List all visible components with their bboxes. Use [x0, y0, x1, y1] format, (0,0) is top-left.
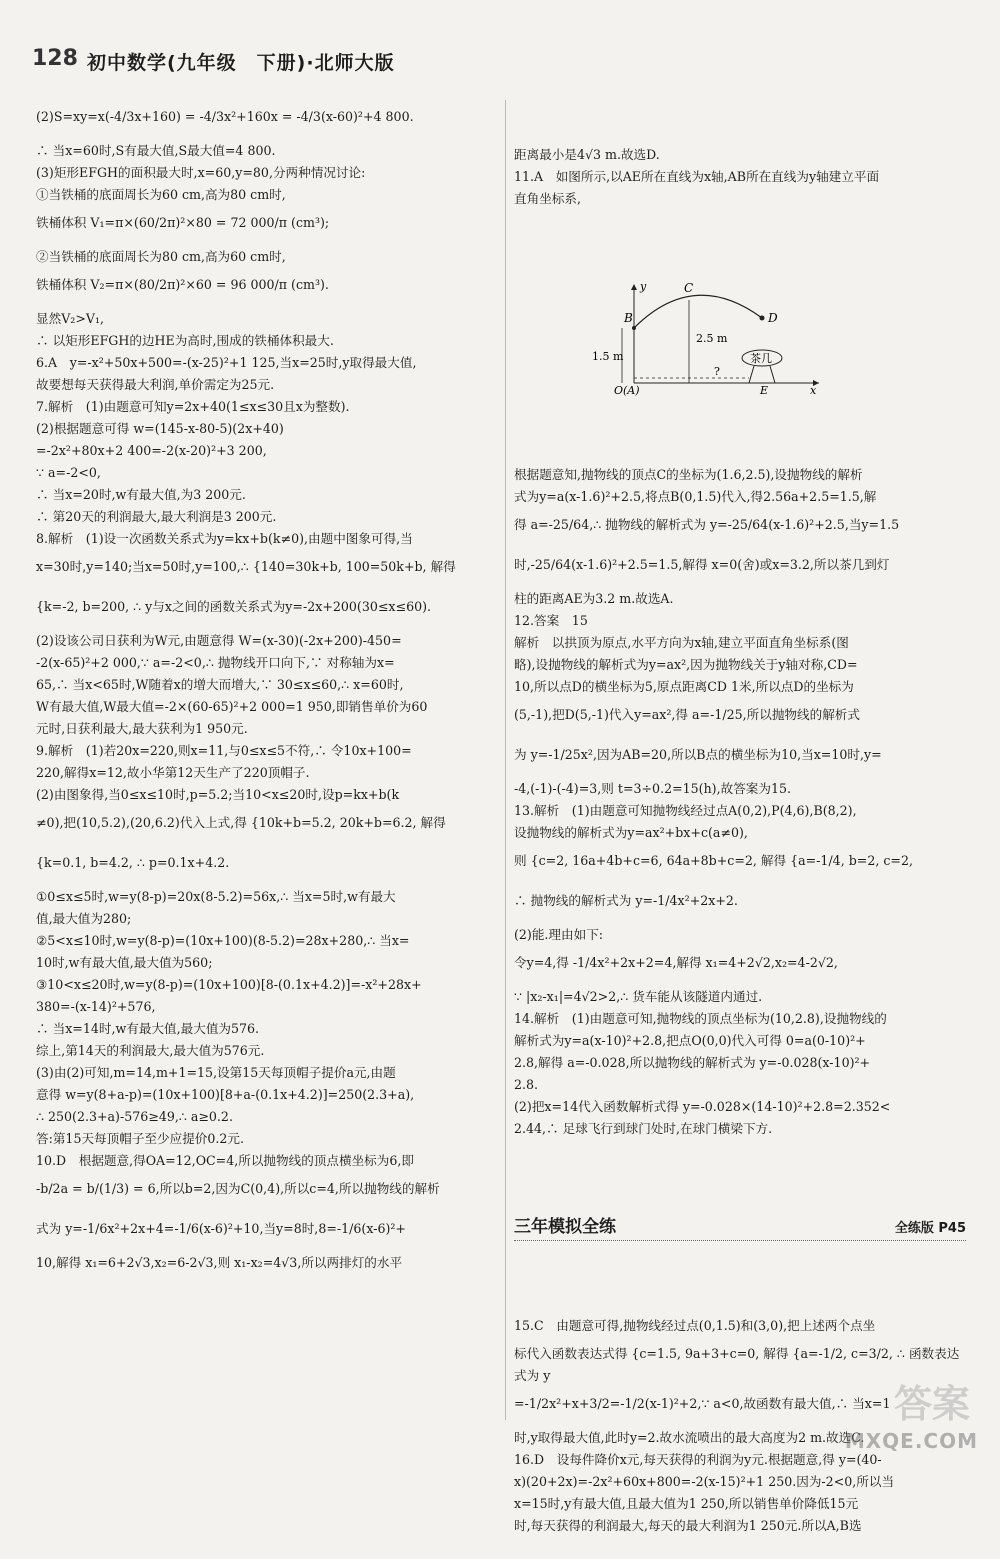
text-line: (3)矩形EFGH的面积最大时,x=60,y=80,分两种情况讨论: [36, 165, 366, 180]
text-line: 显然V₂>V₁, [36, 311, 105, 326]
text-line: 10,解得 x₁=6+2√3,x₂=6-2√3,则 x₁-x₂=4√3,所以两排灯的水平 [36, 1255, 403, 1270]
right-column-top [514, 144, 966, 210]
text-line: 7.解析 (1)由题意可知y=2x+40(1≤x≤30且x为整数). [36, 399, 350, 414]
text-line: ∴ 250(2.3+a)-576≥49,∴ a≥0.2. [36, 1109, 233, 1124]
text-line: 14.解析 (1)由题意可知,抛物线的顶点坐标为(10,2.8),设抛物线的 [514, 1011, 887, 1026]
watermark-site: MXQE.COM [844, 1429, 978, 1453]
text-line: 2.44,∴ 足球飞行到球门处时,在球门横梁下方. [514, 1121, 773, 1136]
text-line: {k=0.1, b=4.2, ∴ p=0.1x+4.2. [36, 855, 230, 870]
text-line: 解析 以拱顶为原点,水平方向为x轴,建立平面直角坐标系(图 [514, 635, 849, 650]
text-line: 根据题意知,抛物线的顶点C的坐标为(1.6,2.5),设抛物线的解析 [514, 467, 863, 482]
text-line: 铁桶体积 V₁=π×(60/2π)²×80 = 72 000/π (cm³); [36, 215, 330, 230]
text-line: 9.解析 (1)若20x=220,则x=11,与0≤x≤5不符,∴ 令10x+100= [36, 743, 412, 758]
text-line: 直角坐标系, [514, 191, 581, 206]
text-line: ∴ 抛物线的解析式为 y=-1/4x²+2x+2. [514, 893, 738, 908]
text-line: ∵ |x₂-x₁|=4√2>2,∴ 货车能从该隧道内通过. [514, 989, 763, 1004]
text-line: ∴ 当x=14时,w有最大值,最大值为576. [36, 1021, 260, 1036]
page-header [32, 40, 972, 84]
right-column-body [514, 464, 966, 1140]
column-divider [505, 100, 506, 1420]
text-line: (2)能.理由如下: [514, 927, 604, 942]
text-line: (2)S=xy=x(-4/3x+160) = -4/3x²+160x = -4/3(x-60)²+4 800. [36, 109, 414, 124]
section-tag: 全练版 P45 [894, 1221, 966, 1236]
text-line: 11.A 如图所示,以AE所在直线为x轴,AB所在直线为y轴建立平面 [514, 169, 880, 184]
table-leg-left [749, 366, 754, 383]
text-line: 铁桶体积 V₂=π×(80/2π)²×60 = 96 000/π (cm³). [36, 277, 329, 292]
text-line: 答:第15天每顶帽子至少应提价0.2元. [36, 1131, 245, 1146]
text-line: 时,y取得最大值,此时y=2.故水流喷出的最大高度为2 m.故选C. [514, 1430, 865, 1445]
page-number: 128 [32, 46, 78, 71]
text-line: 式为y=a(x-1.6)²+2.5,将点B(0,1.5)代入,得2.56a+2.5=1.5,解 [514, 489, 877, 504]
text-line: 10时,w有最大值,最大值为560; [36, 955, 213, 970]
label-height-2-5: 2.5 m [696, 332, 728, 345]
parabola-diagram [592, 278, 824, 397]
text-line: 12.答案 15 [514, 613, 588, 628]
text-line: (2)设该公司日获利为W元,由题意得 W=(x-30)(-2x+200)-450= [36, 633, 402, 648]
label-e: E [760, 384, 769, 397]
text-line: 65,∴ 当x<65时,W随着x的增大而增大,∵ 30≤x≤60,∴ x=60时, [36, 677, 404, 692]
text-line: 值,最大值为280; [36, 911, 132, 926]
text-line: 则 {c=2, 16a+4b+c=6, 64a+8b+c=2, 解得 {a=-1/4, b=2, c=2, [514, 853, 913, 868]
text-line: 为 y=-1/25x²,因为AB=20,所以B点的横坐标为10,当x=10时,y= [514, 747, 882, 762]
table-leg-right [770, 366, 775, 383]
text-line: 15.C 由题意可得,抛物线经过点(0,1.5)和(3,0),把上述两个点坐 [514, 1318, 876, 1333]
text-line: 令y=4,得 -1/4x²+2x+2=4,解得 x₁=4+2√2,x₂=4-2√2, [514, 955, 838, 970]
text-line: 时,每天获得的利润最大,每天的最大利润为1 250元.所以A,B选 [514, 1518, 862, 1533]
label-unknown-distance: ? [714, 365, 720, 378]
text-line: {k=-2, b=200, ∴ y与x之间的函数关系式为y=-2x+200(30≤x≤60). [36, 599, 432, 614]
text-line: (2)把x=14代入函数解析式得 y=-0.028×(14-10)²+2.8=2.352< [514, 1099, 891, 1114]
text-line: ∴ 第20天的利润最大,最大利润是3 200元. [36, 509, 277, 524]
text-line: 式为 y=-1/6x²+2x+4=-1/6(x-6)²+10,当y=8时,8=-1/6(x-6)²+ [36, 1221, 406, 1236]
text-line: ∴ 当x=20时,w有最大值,为3 200元. [36, 487, 246, 502]
text-line: -b/2a = b/(1/3) = 6,所以b=2,因为C(0,4),所以c=4,所以抛物线的解析 [36, 1181, 440, 1196]
label-x-axis: x [810, 384, 817, 397]
text-line: 380=-(x-14)²+576, [36, 999, 156, 1014]
text-line: 设抛物线的解析式为y=ax²+bx+c(a≠0), [514, 825, 748, 840]
text-line: 意得 w=y(8+a-p)=(10x+100)[8+a-(0.1x+4.2)]=250(2.3+a), [36, 1087, 415, 1102]
text-line: ∵ a=-2<0, [36, 465, 101, 480]
text-line: 2.8,解得 a=-0.028,所以抛物线的解析式为 y=-0.028(x-10)²+ [514, 1055, 871, 1070]
text-line: 13.解析 (1)由题意可知抛物线经过点A(0,2),P(4,6),B(8,2), [514, 803, 857, 818]
text-line: 综上,第14天的利润最大,最大值为576元. [36, 1043, 265, 1058]
text-line: 16.D 设每件降价x元,每天获得的利润为y元.根据题意,得 y=(40- [514, 1452, 882, 1467]
text-line: x=15时,y有最大值,且最大值为1 250,所以销售单价降低15元 [514, 1496, 859, 1511]
point-b-dot [632, 326, 636, 330]
text-line: =-1/2x²+x+3/2=-1/2(x-1)²+2,∵ a<0,故函数有最大值,∴ 当x=1 [514, 1396, 891, 1411]
text-line: 略),设抛物线的解析式为y=ax²,因为抛物线关于y轴对称,CD= [514, 657, 858, 672]
label-b: B [624, 311, 633, 325]
text-line: 得 a=-25/64,∴ 抛物线的解析式为 y=-25/64(x-1.6)²+2.5,当y=1.5 [514, 517, 900, 532]
text-line: 220,解得x=12,故小华第12天生产了220顶帽子. [36, 765, 310, 780]
label-y-axis: y [640, 280, 647, 293]
text-line: 10,所以点D的横坐标为5,原点距离CD 1米,所以点D的坐标为 [514, 679, 854, 694]
text-line: 元时,日获利最大,最大获利为1 950元. [36, 721, 248, 736]
book-title: 初中数学(九年级 下册)·北师大版 [87, 52, 395, 74]
text-line: 8.解析 (1)设一次函数关系式为y=kx+b(k≠0),由题中图象可得,当 [36, 531, 413, 546]
text-line: =-2x²+80x+2 400=-2(x-20)²+3 200, [36, 443, 267, 458]
text-line: 时,-25/64(x-1.6)²+2.5=1.5,解得 x=0(舍)或x=3.2,所以茶几到灯 [514, 557, 890, 572]
text-line: (2)由图象得,当0≤x≤10时,p=5.2;当10<x≤20时,设p=kx+b(k [36, 787, 400, 802]
label-height-1-5: 1.5 m [592, 350, 624, 363]
section-title: 三年模拟全练 [514, 1217, 616, 1237]
text-line: (2)根据题意可得 w=(145-x-80-5)(2x+40) [36, 421, 284, 436]
text-line: (3)由(2)可知,m=14,m+1=15,设第15天每顶帽子提价a元,由题 [36, 1065, 396, 1080]
text-line: 标代入函数表达式得 {c=1.5, 9a+3+c=0, 解得 {a=-1/2, c=3/2, ∴ 函数表达式为 y [514, 1346, 960, 1383]
text-line: ∴ 当x=60时,S有最大值,S最大值=4 800. [36, 143, 276, 158]
text-line: 距离最小是4√3 m.故选D. [514, 147, 660, 162]
text-line: -2(x-65)²+2 000,∵ a=-2<0,∴ 抛物线开口向下,∵ 对称轴为x= [36, 655, 395, 670]
text-line: (5,-1),把D(5,-1)代入y=ax²,得 a=-1/25,所以抛物线的解析式 [514, 707, 860, 722]
text-line: ①0≤x≤5时,w=y(8-p)=20x(8-5.2)=56x,∴ 当x=5时,w有最大 [36, 889, 396, 904]
label-d: D [768, 311, 778, 325]
label-c: C [684, 281, 694, 295]
text-line: 6.A y=-x²+50x+500=-(x-25)²+1 125,当x=25时,y取得最大值, [36, 355, 417, 370]
text-line: ∴ 以矩形EFGH的边HE为高时,围成的铁桶体积最大. [36, 333, 334, 348]
watermark-logo: 答案 [893, 1382, 970, 1426]
label-table: 茶几 [750, 352, 772, 365]
text-line: x=30时,y=140;当x=50时,y=100,∴ {140=30k+b, 100=50k+b, 解得 [36, 559, 456, 574]
text-line: 解析式为y=a(x-10)²+2.8,把点O(0,0)代入可得 0=a(0-10)²+ [514, 1033, 866, 1048]
text-line: 故要想每天获得最大利润,单价需定为25元. [36, 377, 275, 392]
text-line: -4,(-1)-(-4)=3,则 t=3÷0.2=15(h),故答案为15. [514, 781, 792, 796]
text-line: x)(20+2x)=-2x²+60x+800=-2(x-15)²+1 250.因为-2<0,所以当 [514, 1474, 895, 1489]
watermark [828, 1373, 978, 1453]
label-o-a: O(A) [614, 384, 640, 397]
text-line: 柱的距离AE为3.2 m.故选A. [514, 591, 674, 606]
text-line: 10.D 根据题意,得OA=12,OC=4,所以抛物线的顶点横坐标为6,即 [36, 1153, 414, 1168]
point-d-dot [760, 316, 765, 321]
text-line: ①当铁桶的底面周长为60 cm,高为80 cm时, [36, 187, 286, 202]
text-line: ③10<x≤20时,w=y(8-p)=(10x+100)[8-(0.1x+4.2)]=-x²+28x+ [36, 977, 422, 992]
text-line: ≠0),把(10,5.2),(20,6.2)代入上式,得 {10k+b=5.2, 20k+b=6.2, 解得 [36, 815, 446, 830]
left-column [36, 100, 498, 1274]
text-line: 2.8. [514, 1077, 539, 1092]
text-line: ②5<x≤10时,w=y(8-p)=(10x+100)(8-5.2)=28x+280,∴ 当x= [36, 933, 410, 948]
parabola-curve [634, 295, 762, 328]
y-axis-arrow [631, 284, 637, 290]
section-header [514, 1216, 966, 1241]
text-line: W有最大值,W最大值=-2×(60-65)²+2 000=1 950,即销售单价为60 [36, 699, 428, 714]
right-column [514, 100, 966, 1559]
text-line: ②当铁桶的底面周长为80 cm,高为60 cm时, [36, 249, 286, 264]
